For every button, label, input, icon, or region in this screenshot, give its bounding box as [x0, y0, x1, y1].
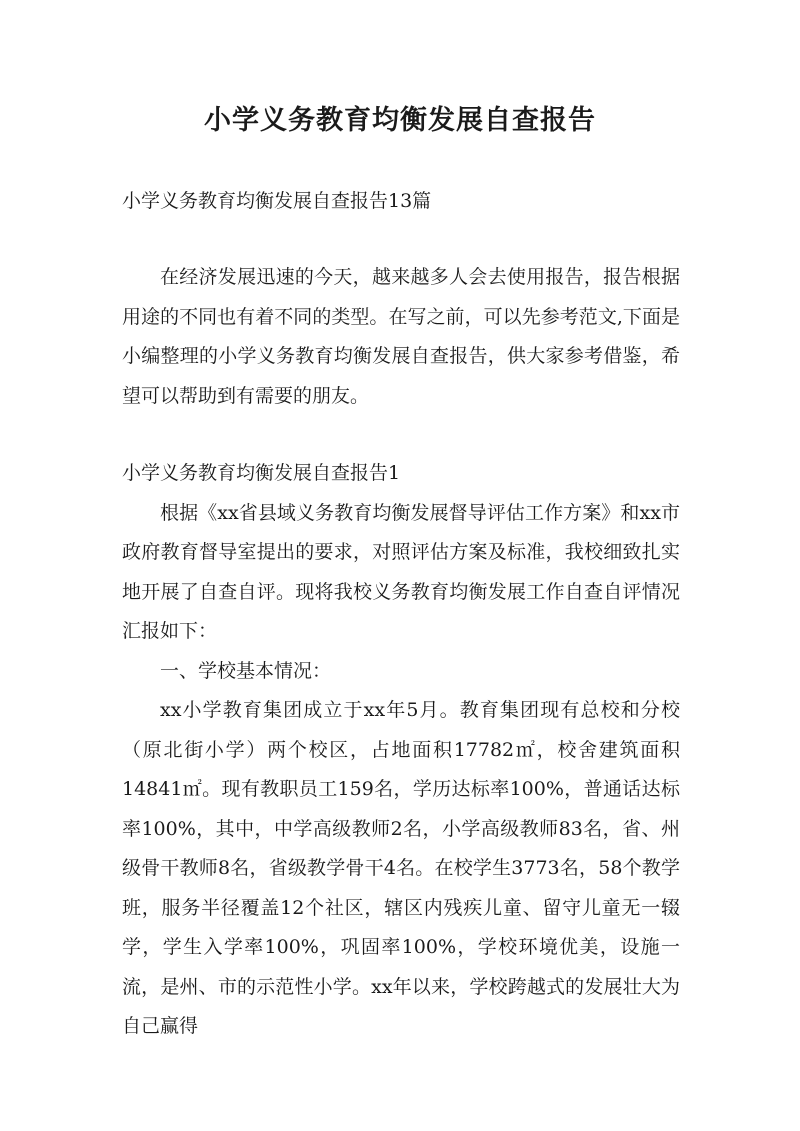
document-subtitle: 小学义务教育均衡发展自查报告13篇	[122, 190, 432, 212]
section-paragraph-2: xx小学教育集团成立于xx年5月。教育集团现有总校和分校（原北街小学）两个校区，占地面积17782㎡，校舍建筑面积14841㎡。现有教职员工159名，学历达标率100%，普通话达标率100%，其中，中学高级教师2名，小学高级教师83名，省、州级骨干教师8名，省级教学骨干4名。在校学生3773名，58个教学班，服务半径覆盖12个社区，辖区内残疾儿童、留守儿童无一辍学，学生入学率100%，巩固率100%，学校环境优美，设施一流，是州、市的示范性小学。xx年以来，学校跨越式的发展壮大为自己赢得	[122, 699, 680, 1037]
section-heading: 小学义务教育均衡发展自查报告1	[122, 462, 401, 484]
intro-paragraph: 在经济发展迅速的今天，越来越多人会去使用报告，报告根据用途的不同也有着不同的类型。在写之前，可以先参考范文,下面是小编整理的小学义务教育均衡发展自查报告，供大家参考借鉴，希望可以帮助到有需要的朋友。	[122, 266, 680, 407]
document-title: 小学义务教育均衡发展自查报告	[204, 105, 596, 136]
section-1	[122, 454, 680, 1047]
section-paragraph-1: 根据《xx省县域义务教育均衡发展督导评估工作方案》和xx市政府教育督导室提出的要求，对照评估方案及标准，我校细致扎实地开展了自查自评。现将我校义务教育均衡发展工作自查自评情况汇报如下：	[122, 501, 680, 642]
section-subheading: 一、学校基本情况：	[160, 659, 332, 682]
